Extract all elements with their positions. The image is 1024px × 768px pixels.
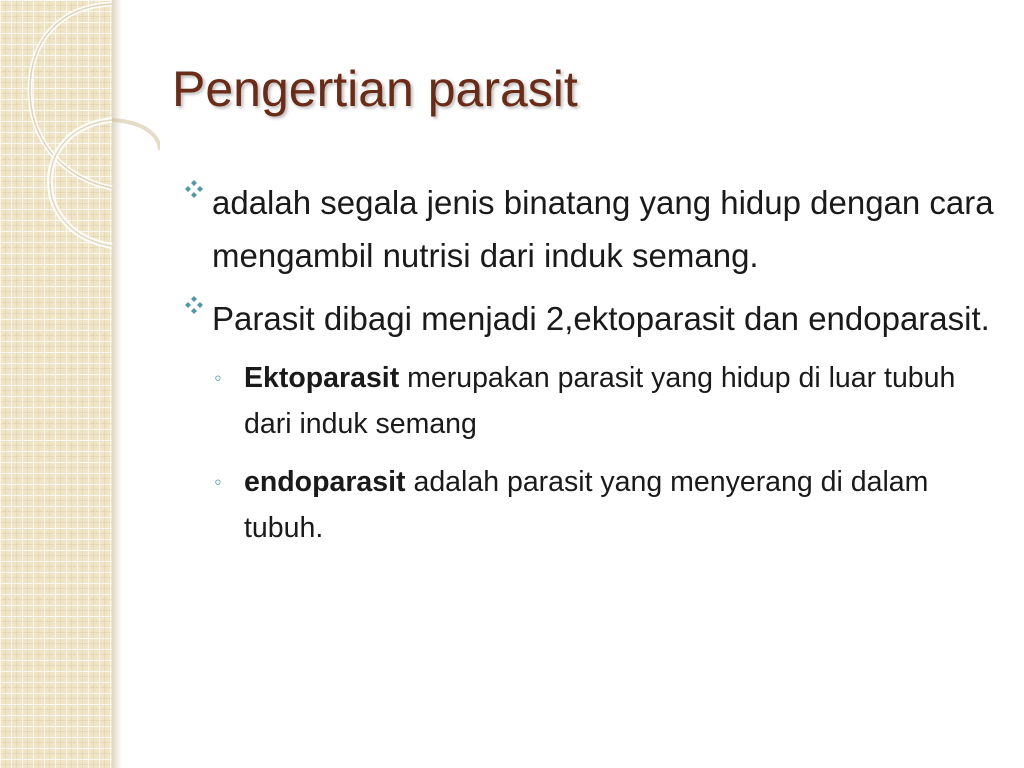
sub-bullet-item bbox=[214, 355, 1002, 447]
sub-bullet-item bbox=[214, 459, 1002, 551]
slide-title: Pengertian parasit bbox=[172, 61, 578, 117]
slide-content bbox=[182, 176, 1002, 563]
bullet-text: adalah segala jenis binatang yang hidup dengan cara mengambil nutrisi dari induk semang. bbox=[212, 184, 994, 274]
bullet-item bbox=[182, 292, 1002, 345]
sub-bullet-text: merupakan parasit yang hidup di luar tubuh dari induk semang bbox=[244, 362, 956, 440]
hollow-circle-bullet-icon: ◦ bbox=[214, 365, 222, 390]
diamond-bullet-icon bbox=[182, 293, 206, 317]
bullet-text: Parasit dibagi menjadi 2,ektoparasit dan endoparasit. bbox=[212, 300, 990, 337]
diamond-bullet-icon bbox=[182, 177, 206, 201]
decorative-rings-icon bbox=[0, 0, 160, 260]
hollow-circle-bullet-icon: ◦ bbox=[214, 469, 222, 494]
sub-bullet-term: endoparasit bbox=[244, 466, 406, 498]
sub-bullet-term: Ektoparasit bbox=[244, 362, 400, 394]
bullet-item bbox=[182, 176, 1002, 282]
sub-bullet-text: adalah parasit yang menyerang di dalam tubuh. bbox=[244, 466, 929, 544]
